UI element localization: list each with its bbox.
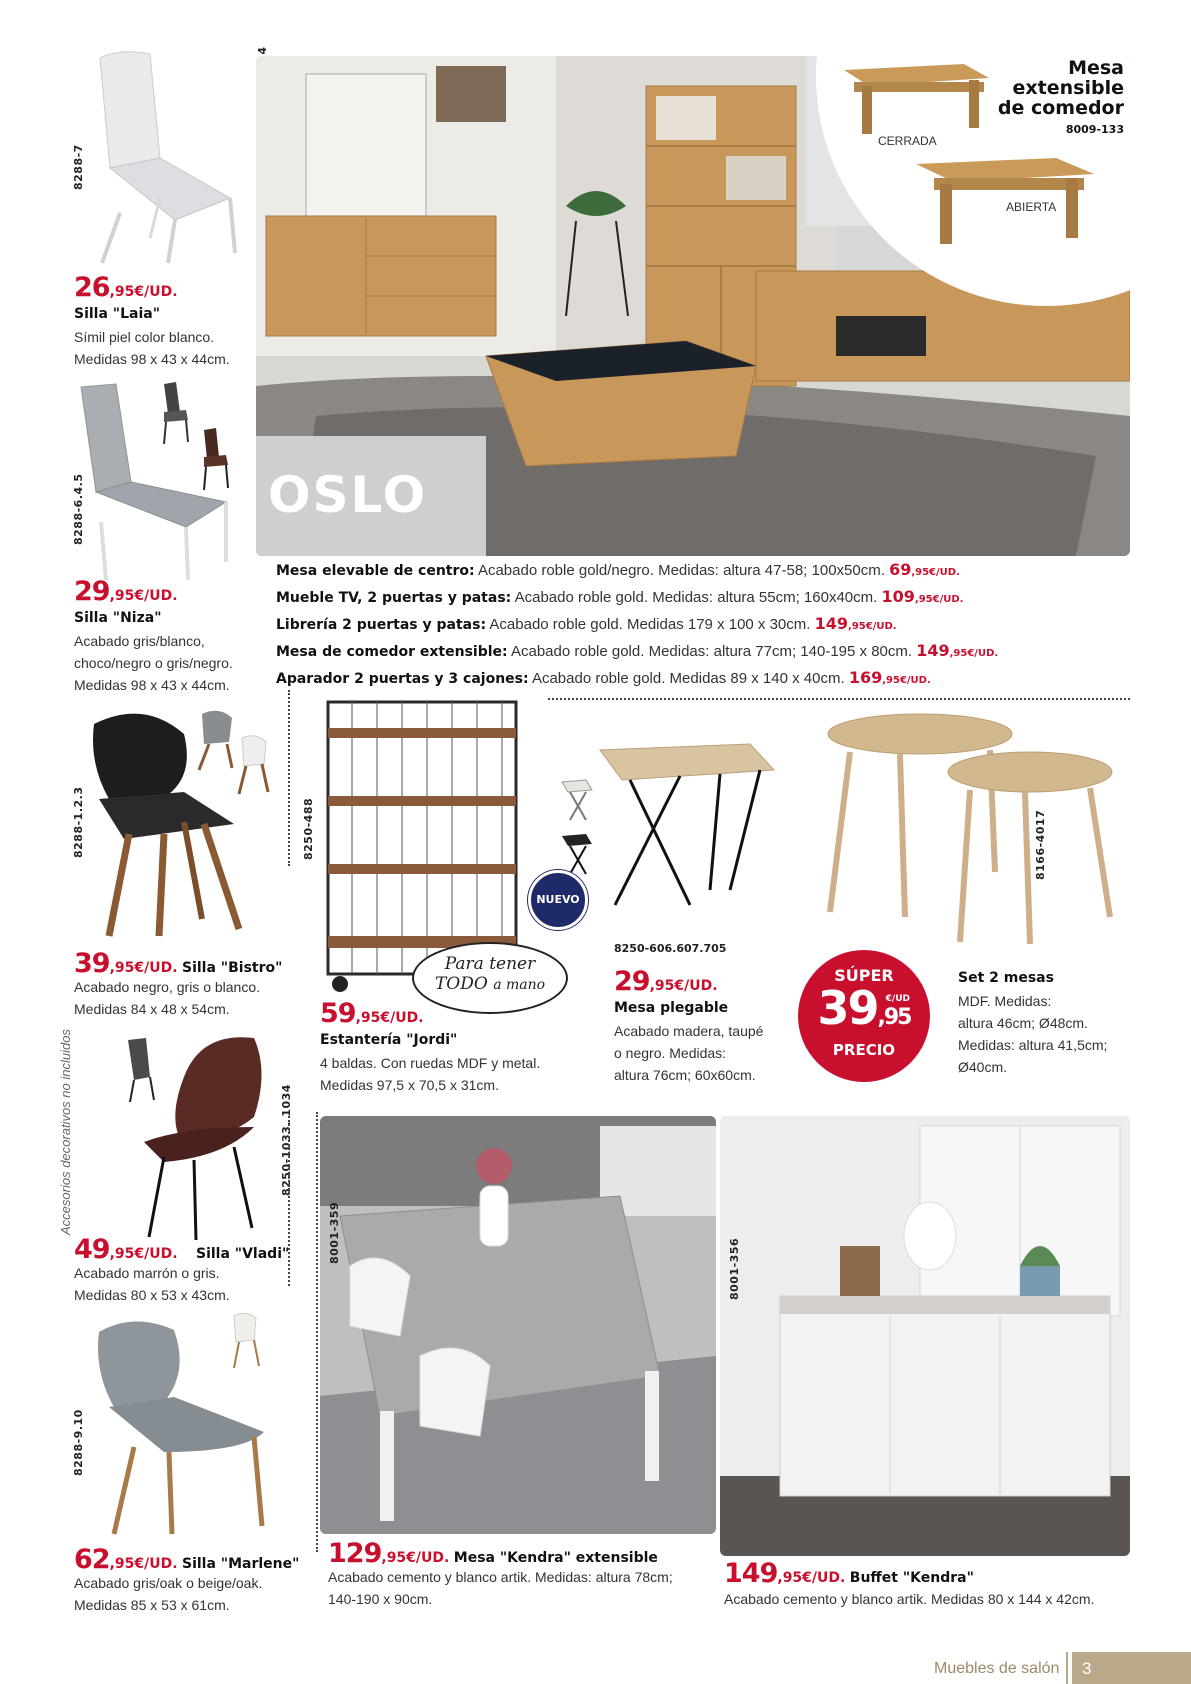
desc-niza-2: choco/negro o gris/negro. <box>74 655 233 671</box>
footer-divider <box>1066 1652 1068 1684</box>
desc-vladi-2: Medidas 80 x 53 x 43cm. <box>74 1287 230 1303</box>
super-precio-badge <box>798 950 930 1082</box>
desc-plegable-2: o negro. Medidas: <box>614 1045 727 1061</box>
chair-vladi-image <box>124 1032 284 1242</box>
desc-set-mesas-3: Medidas: altura 41,5cm; <box>958 1037 1108 1053</box>
price-marlene-row <box>74 1544 299 1575</box>
desc-marlene-2: Medidas 85 x 53 x 61cm. <box>74 1597 230 1613</box>
spec-line: Librería 2 puertas y patas: Acabado roble gold. Medidas 179 x 100 x 30cm. 149,95€/UD. <box>276 614 897 633</box>
kendra-buffet-photo <box>720 1116 1130 1556</box>
name-bistro: Silla "Bistro" <box>182 960 283 976</box>
inset-table-closed-image <box>844 56 994 136</box>
price-vladi: 49,95€/UD. <box>74 1234 178 1265</box>
chair-marlene-image <box>94 1312 284 1538</box>
name-niza: Silla "Niza" <box>74 610 162 626</box>
name-laia: Silla "Laia" <box>74 306 161 322</box>
name-marlene: Silla "Marlene" <box>182 1556 300 1572</box>
desc-kendra-mesa-1: Acabado cemento y blanco artik. Medidas: altura 78cm; <box>328 1569 673 1585</box>
inset-title-line-3: de comedor <box>997 97 1124 119</box>
desc-vladi-1: Acabado marrón o gris. <box>74 1265 220 1281</box>
super-top: SÚPER <box>834 966 894 985</box>
desc-plegable-1: Acabado madera, taupé <box>614 1023 764 1039</box>
price-laia: 26,95€/UD. <box>74 272 178 303</box>
inset-title-line-2: extensible <box>1012 77 1124 99</box>
chair-niza-image <box>76 382 246 582</box>
folding-table-image <box>560 740 780 910</box>
product-code: 8288-7 <box>72 144 85 190</box>
name-vladi: Silla "Vladi" <box>196 1246 290 1262</box>
chair-laia-image <box>80 48 240 266</box>
desc-jordi-2: Medidas 97,5 x 70,5 x 31cm. <box>320 1077 499 1093</box>
price-bistro-row <box>74 948 282 979</box>
divider <box>288 690 290 866</box>
desc-bistro-2: Medidas 84 x 48 x 54cm. <box>74 1001 230 1017</box>
product-code: 8288-1.2.3 <box>72 786 85 858</box>
divider <box>548 698 1130 700</box>
product-code: 8001-356 <box>728 1237 741 1300</box>
inset-closed-label: CERRADA <box>878 134 937 148</box>
inset-title <box>998 58 1124 118</box>
price-bistro: 39,95€/UD. <box>74 948 178 979</box>
hero-spec-list <box>276 558 998 693</box>
side-note: Accesorios decorativos no incluidos <box>58 1029 73 1235</box>
desc-niza-1: Acabado gris/blanco, <box>74 633 205 649</box>
inset-table-open-image <box>916 148 1096 248</box>
name-jordi: Estantería "Jordi" <box>320 1032 458 1048</box>
kendra-buffet-illustration <box>720 1116 1130 1556</box>
price-vladi-row <box>74 1234 289 1265</box>
price-kendra-mesa-row <box>328 1538 658 1569</box>
inset-title-line-1: Mesa <box>1068 57 1124 79</box>
new-badge: NUEVO <box>528 870 588 930</box>
nesting-tables-image <box>820 712 1120 947</box>
spec-line: Mesa de comedor extensible: Acabado roble gold. Medidas: altura 77cm; 140-195 x 80cm. 149,95€/UD. <box>276 641 999 660</box>
hero-room-photo <box>256 56 1130 556</box>
product-code: 8166-4017 <box>1034 809 1047 880</box>
collection-title: OSLO <box>268 466 428 524</box>
desc-laia-2: Medidas 98 x 43 x 44cm. <box>74 351 230 367</box>
bubble-line-2: TODO a mano <box>434 974 546 994</box>
product-code: 8288-6.4.5 <box>72 473 85 545</box>
super-price: 39,95 <box>817 981 911 1035</box>
divider <box>316 1112 318 1552</box>
price-kendra-mesa: 129,95€/UD. <box>328 1538 450 1569</box>
super-bottom: PRECIO <box>832 1041 896 1059</box>
desc-kendra-mesa-2: 140-190 x 90cm. <box>328 1591 433 1607</box>
price-kendra-buffet-row <box>724 1558 974 1589</box>
price-niza: 29,95€/UD. <box>74 576 178 607</box>
name-kendra-mesa: Mesa "Kendra" extensible <box>453 1550 658 1566</box>
desc-set-mesas-1: MDF. Medidas: <box>958 993 1052 1009</box>
footer-page-number: 3 <box>1072 1652 1191 1684</box>
product-code: 8250-606.607.705 <box>614 942 727 955</box>
spec-line: Aparador 2 puertas y 3 cajones: Acabado roble gold. Medidas 89 x 140 x 40cm. 169,95€/UD. <box>276 668 931 687</box>
super-unit: €/UD <box>885 994 910 1004</box>
speech-bubble <box>412 942 568 1014</box>
kendra-dining-photo <box>320 1116 716 1534</box>
desc-set-mesas-4: Ø40cm. <box>958 1059 1008 1075</box>
bubble-line-1: Para tener <box>444 954 536 974</box>
price-jordi: 59,95€/UD. <box>320 998 424 1029</box>
desc-laia-1: Símil piel color blanco. <box>74 329 215 345</box>
inset-open-label: ABIERTA <box>1006 200 1057 214</box>
desc-kendra-buffet-1: Acabado cemento y blanco artik. Medidas 80 x 144 x 42cm. <box>724 1591 1095 1607</box>
spec-line: Mueble TV, 2 puertas y patas: Acabado roble gold. Medidas: altura 55cm; 160x40cm. 109,95€/UD. <box>276 587 964 606</box>
product-code: 8250-488 <box>302 797 315 860</box>
inset-code: 8009-133 <box>1065 123 1124 136</box>
spec-line: Mesa elevable de centro: Acabado roble gold/negro. Medidas: altura 47-58; 100x50cm. 69,95€/UD. <box>276 560 960 579</box>
name-kendra-buffet: Buffet "Kendra" <box>849 1570 974 1586</box>
price-plegable: 29,95€/UD. <box>614 966 718 997</box>
desc-marlene-1: Acabado gris/oak o beige/oak. <box>74 1575 263 1591</box>
product-code: 8250-1033. 1034 <box>280 1084 293 1196</box>
price-kendra-buffet: 149,95€/UD. <box>724 1558 846 1589</box>
product-code: 8288-9.10 <box>72 1409 85 1476</box>
kendra-dining-illustration <box>320 1116 716 1534</box>
chair-bistro-image <box>84 704 274 940</box>
name-plegable: Mesa plegable <box>614 1000 729 1016</box>
desc-bistro-1: Acabado negro, gris o blanco. <box>74 979 261 995</box>
divider <box>288 1116 290 1286</box>
footer-section-label: Muebles de salón <box>934 1660 1060 1677</box>
desc-jordi-1: 4 baldas. Con ruedas MDF y metal. <box>320 1055 541 1071</box>
price-marlene: 62,95€/UD. <box>74 1544 178 1575</box>
name-set-mesas: Set 2 mesas <box>958 970 1054 986</box>
desc-niza-3: Medidas 98 x 43 x 44cm. <box>74 677 230 693</box>
product-code: 8001-359 <box>328 1201 341 1264</box>
desc-plegable-3: altura 76cm; 60x60cm. <box>614 1067 756 1083</box>
desc-set-mesas-2: altura 46cm; Ø48cm. <box>958 1015 1088 1031</box>
